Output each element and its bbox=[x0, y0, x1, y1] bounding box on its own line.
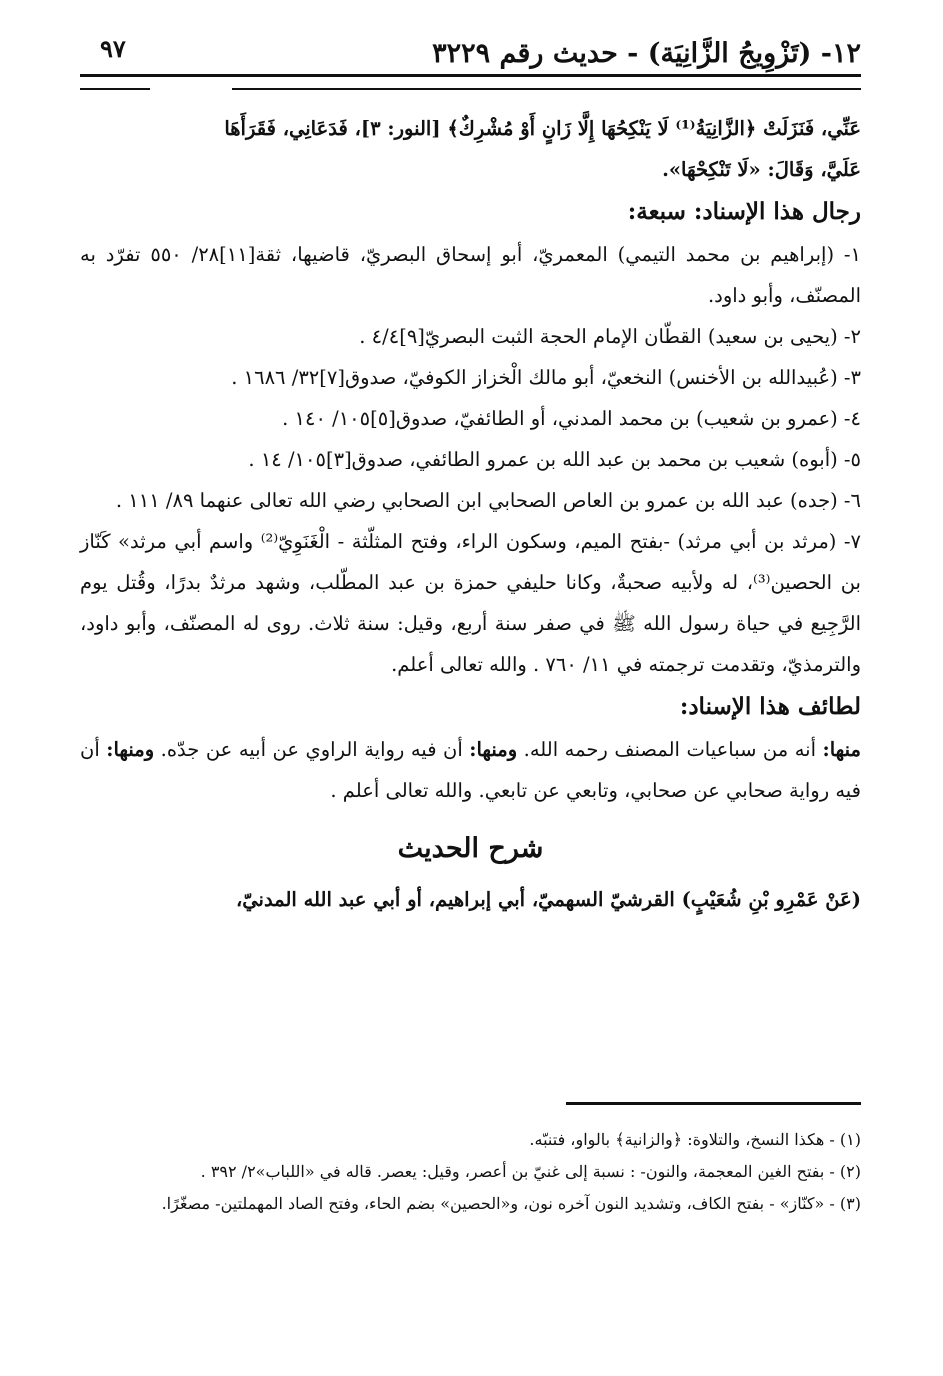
subtleties-heading: لطائف هذا الإسناد: bbox=[679, 693, 861, 720]
footnote-separator bbox=[566, 1102, 861, 1105]
header-rule-long bbox=[232, 88, 861, 90]
footnote: (٣) - «كنّاز» - بفتح الكاف، وتشديد النون آخره نون، و«الحصين» بضم الحاء، وفتح الصاد المهملتين- مصغّرًا. bbox=[161, 1194, 861, 1213]
hadith-text-line: عَنِّي، فَنَزَلَتْ ﴿الزَّانِيَةُ⁽¹⁾ لَا يَنْكِحُهَا إِلَّا زَانٍ أَوْ مُشْرِكٌ﴾ [النور: ٣]، فَدَعَانِي، فَقَرَأَهَا bbox=[224, 117, 861, 140]
subtlety-label: ومنها: bbox=[469, 738, 518, 761]
narrators-heading: رجال هذا الإسناد: سبعة: bbox=[627, 198, 861, 225]
footnote: (٢) - بفتح الغين المعجمة، والنون- : نسبة إلى غنيّ بن أعصر، وقيل: يعصر. قاله في «اللباب»٢/ ٣٩٢ . bbox=[200, 1162, 861, 1181]
commentary-line: (عَنْ عَمْرِو بْنِ شُعَيْبٍ) القرشيّ السهميّ، أبي إبراهيم، أو أبي عبد الله المدنيّ، bbox=[235, 888, 861, 911]
subtlety-text: أنه من سباعيات المصنف رحمه الله. bbox=[517, 738, 823, 761]
footnotes bbox=[80, 1124, 861, 1220]
narrator-entry: ٢- (يحيى بن سعيد) القطّان الإمام الحجة الثبت البصريّ[٩]٤/٤ . bbox=[359, 325, 861, 348]
narrator-entry: ١- (إبراهيم بن محمد التيمي) المعمريّ، أبو إسحاق البصريّ، قاضيها، ثقة[١١]٢٨/ ٥٥٠ تفرّد به المصنّف، وأبو داود. bbox=[80, 243, 861, 307]
subtlety-label: منها: bbox=[822, 738, 861, 761]
commentary-heading: شرح الحديث bbox=[397, 833, 544, 864]
page-header bbox=[80, 38, 861, 78]
narrator-entry: ٤- (عمرو بن شعيب) بن محمد المدني، أو الطائفيّ، صدوق[٥]١٠٥/ ١٤٠ . bbox=[282, 407, 861, 430]
page-number: ٩٧ bbox=[100, 34, 126, 63]
subtlety-label: ومنها: bbox=[106, 738, 155, 761]
narrator-entry: ٦- (جده) عبد الله بن عمرو بن العاص الصحابي ابن الصحابي رضي الله تعالى عنهما ٨٩/ ١١١ . bbox=[115, 489, 861, 512]
main-text bbox=[80, 108, 861, 920]
header-rule bbox=[80, 74, 861, 77]
narrator-entry: ٥- (أبوه) شعيب بن محمد بن عبد الله بن عمرو الطائفي، صدوق[٣]١٠٥/ ١٤ . bbox=[248, 448, 861, 471]
narrator-entry: ٣- (عُبيدالله بن الأخنس) النخعيّ، أبو مالك الْخزاز الكوفيّ، صدوق[٧]٣٢/ ١٦٨٦ . bbox=[231, 366, 861, 389]
subtleties-paragraph bbox=[80, 729, 861, 811]
footnote: (١) - هكذا النسخ، والتلاوة: ﴿والزانية﴾ بالواو، فتنبّه. bbox=[529, 1130, 861, 1149]
chapter-title: ١٢- (تَزْوِيجُ الزَّانِيَة) - حديث رقم ٣٢٢٩ bbox=[432, 38, 861, 69]
narrator-entry: ٧- (مرثد بن أبي مرثد) -بفتح الميم، وسكون الراء، وفتح المثلّثة - الْغَنَوِيّ⁽²⁾ واسم أبي مرثد» كَنّاز بن الحصين⁽³⁾، له ولأبيه صحبةٌ، وكانا حليفي حمزة بن عبد المطّلب، وشهد مرثدٌ بدرًا، وقُتل يوم الرَّجِيع في حياة رسول الله ﷺ في صفر سنة أربع، وقيل: سنة ثلاث. روى له المصنّف، وأبو داود، والترمذيّ، وتقدمت ترجمته في ١١/ ٧٦٠ . والله تعالى أعلم. bbox=[80, 530, 862, 676]
hadith-text-line: عَلَيَّ، وَقَالَ: «لَا تَنْكِحْهَا». bbox=[662, 158, 861, 181]
header-rule-short bbox=[80, 88, 150, 90]
subtlety-text: أن فيه رواية الراوي عن أبيه عن جدّه. bbox=[154, 738, 470, 761]
subtlety-text: أن فيه رواية صحابي عن صحابي، وتابعي عن تابعي. والله تعالى أعلم . bbox=[80, 738, 861, 802]
